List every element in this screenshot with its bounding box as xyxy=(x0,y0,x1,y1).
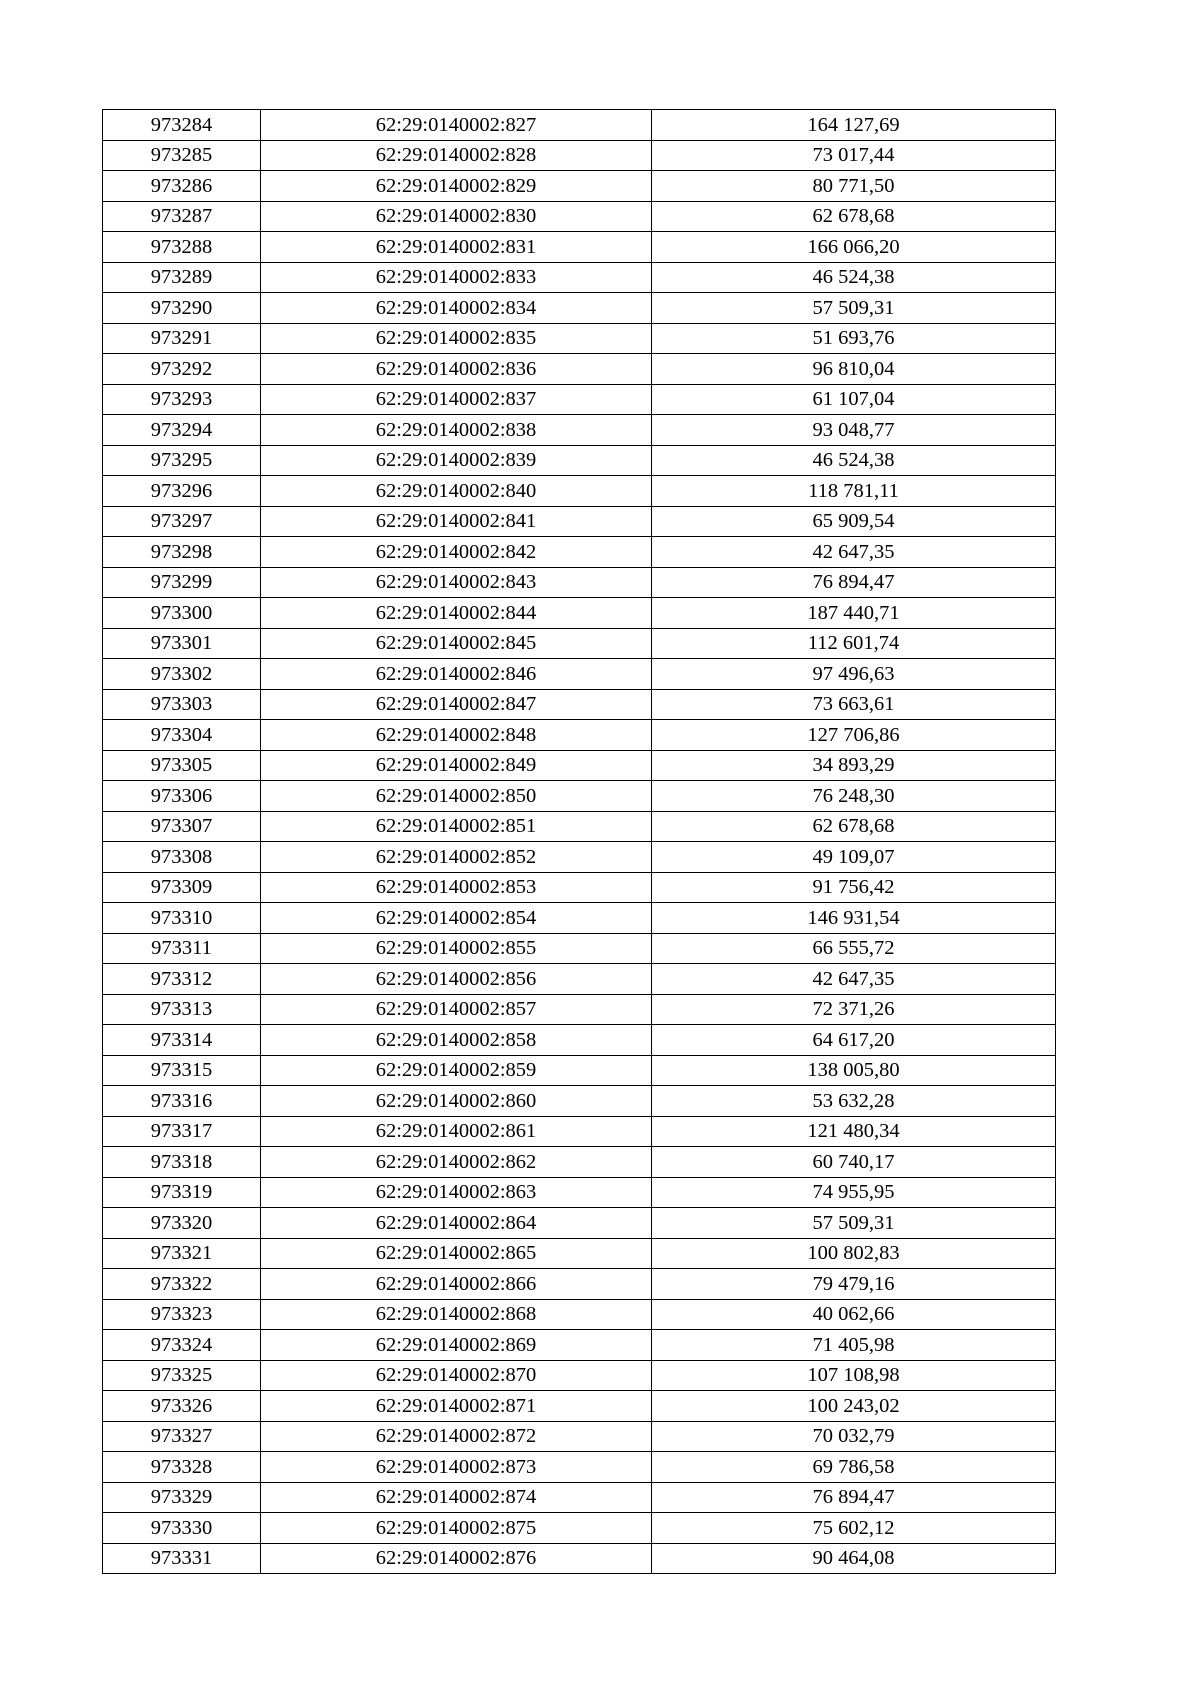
table-row xyxy=(103,537,1056,568)
cadastral-number-cell: 62:29:0140002:866 xyxy=(261,1269,652,1300)
cadastral-value-cell: 42 647,35 xyxy=(652,964,1056,995)
row-number-cell: 973331 xyxy=(103,1543,261,1574)
cadastral-value-cell: 76 894,47 xyxy=(652,1482,1056,1513)
table-row xyxy=(103,262,1056,293)
table-row xyxy=(103,506,1056,537)
row-number-cell: 973326 xyxy=(103,1391,261,1422)
cadastral-number-cell: 62:29:0140002:841 xyxy=(261,506,652,537)
row-number-cell: 973303 xyxy=(103,689,261,720)
row-number-cell: 973299 xyxy=(103,567,261,598)
cadastral-value-cell: 46 524,38 xyxy=(652,262,1056,293)
cadastral-value-cell: 166 066,20 xyxy=(652,232,1056,263)
table-row xyxy=(103,1330,1056,1361)
table-row xyxy=(103,628,1056,659)
cadastral-number-cell: 62:29:0140002:842 xyxy=(261,537,652,568)
table-row xyxy=(103,1452,1056,1483)
table-row xyxy=(103,903,1056,934)
row-number-cell: 973314 xyxy=(103,1025,261,1056)
row-number-cell: 973321 xyxy=(103,1238,261,1269)
table-row xyxy=(103,750,1056,781)
row-number-cell: 973323 xyxy=(103,1299,261,1330)
cadastral-value-cell: 127 706,86 xyxy=(652,720,1056,751)
cadastral-value-cell: 79 479,16 xyxy=(652,1269,1056,1300)
cadastral-value-cell: 146 931,54 xyxy=(652,903,1056,934)
cadastral-value-cell: 73 663,61 xyxy=(652,689,1056,720)
cadastral-number-cell: 62:29:0140002:855 xyxy=(261,933,652,964)
row-number-cell: 973284 xyxy=(103,110,261,141)
cadastral-number-cell: 62:29:0140002:851 xyxy=(261,811,652,842)
row-number-cell: 973295 xyxy=(103,445,261,476)
table-row xyxy=(103,293,1056,324)
row-number-cell: 973285 xyxy=(103,140,261,171)
table-row xyxy=(103,1086,1056,1117)
table-row xyxy=(103,323,1056,354)
cadastral-value-cell: 100 802,83 xyxy=(652,1238,1056,1269)
cadastral-number-cell: 62:29:0140002:830 xyxy=(261,201,652,232)
cadastral-value-cell: 75 602,12 xyxy=(652,1513,1056,1544)
table-row xyxy=(103,110,1056,141)
cadastral-value-cell: 72 371,26 xyxy=(652,994,1056,1025)
row-number-cell: 973313 xyxy=(103,994,261,1025)
table-row xyxy=(103,384,1056,415)
row-number-cell: 973297 xyxy=(103,506,261,537)
table-row xyxy=(103,781,1056,812)
cadastral-number-cell: 62:29:0140002:863 xyxy=(261,1177,652,1208)
table-row xyxy=(103,232,1056,263)
row-number-cell: 973325 xyxy=(103,1360,261,1391)
cadastral-number-cell: 62:29:0140002:857 xyxy=(261,994,652,1025)
cadastral-number-cell: 62:29:0140002:835 xyxy=(261,323,652,354)
table-row xyxy=(103,994,1056,1025)
row-number-cell: 973316 xyxy=(103,1086,261,1117)
cadastral-number-cell: 62:29:0140002:836 xyxy=(261,354,652,385)
cadastral-number-cell: 62:29:0140002:856 xyxy=(261,964,652,995)
cadastral-number-cell: 62:29:0140002:827 xyxy=(261,110,652,141)
cadastral-value-cell: 76 894,47 xyxy=(652,567,1056,598)
table-row xyxy=(103,659,1056,690)
cadastral-value-cell: 62 678,68 xyxy=(652,201,1056,232)
table-row xyxy=(103,1482,1056,1513)
table-row xyxy=(103,1543,1056,1574)
cadastral-value-cell: 53 632,28 xyxy=(652,1086,1056,1117)
cadastral-value-cell: 73 017,44 xyxy=(652,140,1056,171)
table-row xyxy=(103,415,1056,446)
cadastral-number-cell: 62:29:0140002:858 xyxy=(261,1025,652,1056)
cadastral-number-cell: 62:29:0140002:876 xyxy=(261,1543,652,1574)
cadastral-number-cell: 62:29:0140002:848 xyxy=(261,720,652,751)
table-row xyxy=(103,842,1056,873)
row-number-cell: 973294 xyxy=(103,415,261,446)
cadastral-number-cell: 62:29:0140002:852 xyxy=(261,842,652,873)
cadastral-number-cell: 62:29:0140002:869 xyxy=(261,1330,652,1361)
table-row xyxy=(103,872,1056,903)
cadastral-number-cell: 62:29:0140002:875 xyxy=(261,1513,652,1544)
cadastral-number-cell: 62:29:0140002:862 xyxy=(261,1147,652,1178)
table-row xyxy=(103,1025,1056,1056)
cadastral-value-cell: 62 678,68 xyxy=(652,811,1056,842)
row-number-cell: 973286 xyxy=(103,171,261,202)
row-number-cell: 973318 xyxy=(103,1147,261,1178)
row-number-cell: 973322 xyxy=(103,1269,261,1300)
table-row xyxy=(103,1208,1056,1239)
cadastral-value-cell: 100 243,02 xyxy=(652,1391,1056,1422)
cadastral-number-cell: 62:29:0140002:847 xyxy=(261,689,652,720)
row-number-cell: 973290 xyxy=(103,293,261,324)
cadastral-value-cell: 93 048,77 xyxy=(652,415,1056,446)
cadastral-value-table xyxy=(102,109,1056,1574)
row-number-cell: 973310 xyxy=(103,903,261,934)
row-number-cell: 973324 xyxy=(103,1330,261,1361)
row-number-cell: 973296 xyxy=(103,476,261,507)
cadastral-number-cell: 62:29:0140002:872 xyxy=(261,1421,652,1452)
table-row xyxy=(103,445,1056,476)
table-row xyxy=(103,598,1056,629)
cadastral-value-cell: 107 108,98 xyxy=(652,1360,1056,1391)
cadastral-value-cell: 49 109,07 xyxy=(652,842,1056,873)
cadastral-number-cell: 62:29:0140002:871 xyxy=(261,1391,652,1422)
cadastral-value-cell: 69 786,58 xyxy=(652,1452,1056,1483)
row-number-cell: 973311 xyxy=(103,933,261,964)
cadastral-number-cell: 62:29:0140002:833 xyxy=(261,262,652,293)
cadastral-value-cell: 164 127,69 xyxy=(652,110,1056,141)
row-number-cell: 973302 xyxy=(103,659,261,690)
cadastral-number-cell: 62:29:0140002:859 xyxy=(261,1055,652,1086)
table-row xyxy=(103,1360,1056,1391)
cadastral-number-cell: 62:29:0140002:844 xyxy=(261,598,652,629)
cadastral-value-cell: 97 496,63 xyxy=(652,659,1056,690)
cadastral-value-cell: 71 405,98 xyxy=(652,1330,1056,1361)
cadastral-number-cell: 62:29:0140002:854 xyxy=(261,903,652,934)
row-number-cell: 973305 xyxy=(103,750,261,781)
row-number-cell: 973298 xyxy=(103,537,261,568)
table-row xyxy=(103,567,1056,598)
cadastral-number-cell: 62:29:0140002:840 xyxy=(261,476,652,507)
cadastral-number-cell: 62:29:0140002:850 xyxy=(261,781,652,812)
cadastral-number-cell: 62:29:0140002:846 xyxy=(261,659,652,690)
row-number-cell: 973328 xyxy=(103,1452,261,1483)
cadastral-value-cell: 65 909,54 xyxy=(652,506,1056,537)
table-body xyxy=(103,110,1056,1574)
row-number-cell: 973289 xyxy=(103,262,261,293)
row-number-cell: 973304 xyxy=(103,720,261,751)
table-row xyxy=(103,476,1056,507)
row-number-cell: 973315 xyxy=(103,1055,261,1086)
cadastral-number-cell: 62:29:0140002:838 xyxy=(261,415,652,446)
cadastral-value-cell: 57 509,31 xyxy=(652,1208,1056,1239)
cadastral-value-cell: 61 107,04 xyxy=(652,384,1056,415)
row-number-cell: 973317 xyxy=(103,1116,261,1147)
cadastral-value-cell: 90 464,08 xyxy=(652,1543,1056,1574)
cadastral-value-cell: 66 555,72 xyxy=(652,933,1056,964)
cadastral-number-cell: 62:29:0140002:828 xyxy=(261,140,652,171)
table-row xyxy=(103,811,1056,842)
table-row xyxy=(103,1421,1056,1452)
table-row xyxy=(103,354,1056,385)
row-number-cell: 973306 xyxy=(103,781,261,812)
table-row xyxy=(103,1299,1056,1330)
cadastral-number-cell: 62:29:0140002:845 xyxy=(261,628,652,659)
row-number-cell: 973312 xyxy=(103,964,261,995)
cadastral-value-cell: 91 756,42 xyxy=(652,872,1056,903)
row-number-cell: 973330 xyxy=(103,1513,261,1544)
table-row xyxy=(103,1116,1056,1147)
cadastral-number-cell: 62:29:0140002:849 xyxy=(261,750,652,781)
cadastral-number-cell: 62:29:0140002:861 xyxy=(261,1116,652,1147)
row-number-cell: 973329 xyxy=(103,1482,261,1513)
cadastral-value-cell: 60 740,17 xyxy=(652,1147,1056,1178)
cadastral-number-cell: 62:29:0140002:865 xyxy=(261,1238,652,1269)
cadastral-number-cell: 62:29:0140002:829 xyxy=(261,171,652,202)
cadastral-value-cell: 112 601,74 xyxy=(652,628,1056,659)
table-row xyxy=(103,1238,1056,1269)
cadastral-value-cell: 40 062,66 xyxy=(652,1299,1056,1330)
table-row xyxy=(103,933,1056,964)
row-number-cell: 973309 xyxy=(103,872,261,903)
cadastral-value-cell: 34 893,29 xyxy=(652,750,1056,781)
row-number-cell: 973308 xyxy=(103,842,261,873)
cadastral-number-cell: 62:29:0140002:831 xyxy=(261,232,652,263)
cadastral-number-cell: 62:29:0140002:868 xyxy=(261,1299,652,1330)
cadastral-value-cell: 80 771,50 xyxy=(652,171,1056,202)
cadastral-value-cell: 74 955,95 xyxy=(652,1177,1056,1208)
cadastral-number-cell: 62:29:0140002:874 xyxy=(261,1482,652,1513)
table-row xyxy=(103,964,1056,995)
row-number-cell: 973287 xyxy=(103,201,261,232)
cadastral-value-cell: 51 693,76 xyxy=(652,323,1056,354)
cadastral-value-cell: 76 248,30 xyxy=(652,781,1056,812)
cadastral-value-cell: 64 617,20 xyxy=(652,1025,1056,1056)
cadastral-number-cell: 62:29:0140002:870 xyxy=(261,1360,652,1391)
table-row xyxy=(103,201,1056,232)
cadastral-number-cell: 62:29:0140002:837 xyxy=(261,384,652,415)
cadastral-value-cell: 70 032,79 xyxy=(652,1421,1056,1452)
cadastral-value-cell: 138 005,80 xyxy=(652,1055,1056,1086)
table-row xyxy=(103,1513,1056,1544)
table-row xyxy=(103,1055,1056,1086)
cadastral-number-cell: 62:29:0140002:843 xyxy=(261,567,652,598)
table-row xyxy=(103,171,1056,202)
cadastral-number-cell: 62:29:0140002:860 xyxy=(261,1086,652,1117)
cadastral-number-cell: 62:29:0140002:839 xyxy=(261,445,652,476)
cadastral-value-cell: 42 647,35 xyxy=(652,537,1056,568)
cadastral-value-cell: 46 524,38 xyxy=(652,445,1056,476)
row-number-cell: 973291 xyxy=(103,323,261,354)
row-number-cell: 973320 xyxy=(103,1208,261,1239)
cadastral-value-cell: 57 509,31 xyxy=(652,293,1056,324)
row-number-cell: 973292 xyxy=(103,354,261,385)
row-number-cell: 973319 xyxy=(103,1177,261,1208)
cadastral-number-cell: 62:29:0140002:834 xyxy=(261,293,652,324)
cadastral-number-cell: 62:29:0140002:873 xyxy=(261,1452,652,1483)
cadastral-value-cell: 96 810,04 xyxy=(652,354,1056,385)
table-row xyxy=(103,140,1056,171)
row-number-cell: 973327 xyxy=(103,1421,261,1452)
cadastral-value-cell: 118 781,11 xyxy=(652,476,1056,507)
cadastral-value-cell: 187 440,71 xyxy=(652,598,1056,629)
cadastral-value-cell: 121 480,34 xyxy=(652,1116,1056,1147)
table-row xyxy=(103,720,1056,751)
cadastral-number-cell: 62:29:0140002:853 xyxy=(261,872,652,903)
row-number-cell: 973307 xyxy=(103,811,261,842)
table-row xyxy=(103,689,1056,720)
cadastral-number-cell: 62:29:0140002:864 xyxy=(261,1208,652,1239)
table-row xyxy=(103,1269,1056,1300)
row-number-cell: 973293 xyxy=(103,384,261,415)
row-number-cell: 973288 xyxy=(103,232,261,263)
table-row xyxy=(103,1391,1056,1422)
table-row xyxy=(103,1147,1056,1178)
row-number-cell: 973300 xyxy=(103,598,261,629)
table-row xyxy=(103,1177,1056,1208)
row-number-cell: 973301 xyxy=(103,628,261,659)
